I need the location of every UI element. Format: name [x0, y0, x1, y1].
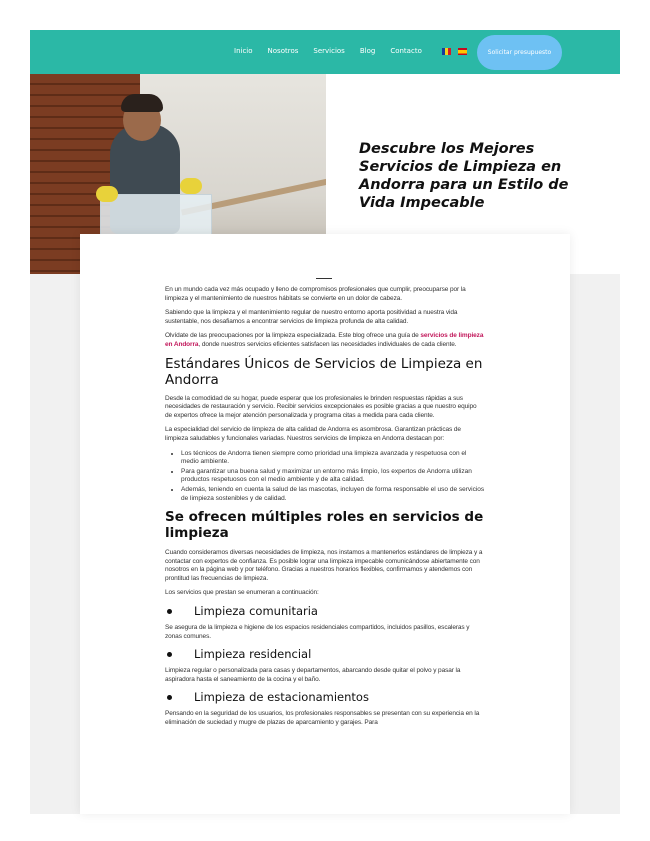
nav-link-nosotros[interactable]: Nosotros — [267, 47, 299, 55]
list-item: • Para garantizar una buena salud y maximizar un entorno más limpio, los expertos de Andorra utilizan productos respetuosos con el medio ambiente y de alta calidad. — [181, 468, 485, 485]
nav-link-inicio[interactable]: Inicio — [234, 47, 253, 55]
separator-dash — [316, 278, 332, 279]
standards-paragraph-2: La especialidad del servicio de limpieza de alta calidad de Andorra es asombrosa. Garantizan prácticas de limpieza saludables y funcionales variadas. Nuestros servicios de limpieza en Andorra destacan por: — [165, 426, 461, 442]
service-text-community: Se asegura de la limpieza e higiene de los espacios residenciales compartidos, incluidos pasillos, escaleras y zonas comunes. — [165, 624, 470, 640]
nav-link-servicios[interactable]: Servicios — [313, 47, 345, 55]
section-heading-roles: Se ofrecen múltiples roles en servicios de limpieza — [165, 509, 484, 542]
service-heading-community — [165, 604, 485, 618]
service-title: Limpieza de estacionamientos — [194, 690, 369, 705]
intro-paragraph-2: Sabiendo que la limpieza y el mantenimiento regular de nuestro entorno aporta positividad a nuestra vida sustentable, nos desafiamos a encontrar servicios de limpieza profunda de alta calidad. — [165, 309, 458, 325]
service-title: Limpieza comunitaria — [194, 604, 318, 619]
standards-paragraph-1: Desde la comodidad de su hogar, puede esperar que los profesionales le brinden respuestas rápidas a sus necesidades de restauración y servicio. Recibir servicios excepcionales es posible gracias a que nuestro equipo de expertos ofrece la mejor atención personalizada y programa citas a medida para cada cliente. — [165, 394, 477, 419]
hero-title: Descubre los Mejores Servicios de Limpieza en Andorra para un Estilo de Vida Impecable — [359, 141, 569, 211]
intro-paragraph-1: En un mundo cada vez más ocupado y lleno de compromisos profesionales que cumplir, preocuparse por la limpieza y el mantenimiento de nuestros hábitats se convierte en un dolor de cabeza. — [165, 286, 466, 302]
service-text-residential: Limpieza regular o personalizada para casas y departamentos, abarcando desde quitar el polvo y pasar la aspiradora hasta el saneamiento de la cocina y el baño. — [165, 667, 461, 683]
yellow-glove-icon — [96, 186, 118, 202]
nav-link-blog[interactable]: Blog — [359, 47, 376, 55]
bullet-icon — [167, 652, 172, 657]
yellow-glove-icon — [180, 178, 202, 194]
section-heading-standards: Estándares Únicos de Servicios de Limpieza en Andorra — [165, 355, 483, 388]
service-text-parking: Pensando en la seguridad de los usuarios, los profesionales responsables se presentan con su experiencia en la eliminación de suciedad y mugre de plazas de aparcamiento y garajes. Para — [165, 710, 480, 727]
standards-list — [165, 450, 485, 504]
bullet-icon — [167, 609, 172, 614]
top-navigation-bar — [30, 30, 620, 74]
person-hair — [121, 94, 163, 112]
list-item: • Los técnicos de Andorra tienen siempre como prioridad una limpieza avanzada y respetuosa con el medio ambiente. — [181, 450, 485, 467]
intro-paragraph-3 — [165, 332, 485, 349]
roles-paragraph-1: Cuando consideramos diversas necesidades de limpieza, nos instamos a mantenerlos estándares de limpieza y a contactar con expertos de confianza. Es posible lograr una limpieza impecable comunicándose abiertamente con nosotros en la página web y por teléfono. Gracias a nuestros horarios flexibles, confirmamos y atendemos con prontitud las frecuencias de limpieza. — [165, 549, 483, 582]
nav-links — [234, 47, 437, 55]
service-heading-residential — [165, 647, 485, 661]
request-quote-button[interactable]: Solicitar presupuesto — [477, 35, 562, 70]
intro-text-before: Olvídate de las preocupaciones por la limpieza especializada. Este blog ofrece una guía de — [165, 332, 421, 340]
article-content — [165, 286, 485, 734]
spanish-flag-icon[interactable] — [458, 48, 467, 55]
nav-link-contacto[interactable]: Contacto — [390, 47, 422, 55]
cleaning-services-link[interactable]: servicios de limpieza en Andorra — [165, 332, 484, 348]
bullet-icon — [167, 695, 172, 700]
roles-paragraph-2: Los servicios que prestan se enumeran a continuación: — [165, 589, 319, 597]
service-heading-parking — [165, 690, 485, 704]
catalan-flag-icon[interactable] — [442, 48, 451, 55]
intro-text-after: , donde nuestros servicios eficientes satisfacen las necesidades individuales de cada cliente. — [198, 340, 457, 348]
service-title: Limpieza residencial — [194, 647, 312, 662]
list-item: • Además, teniendo en cuenta la salud de las mascotas, incluyen de forma responsable el uso de servicios de limpieza sostenibles y de calidad. — [181, 486, 485, 503]
